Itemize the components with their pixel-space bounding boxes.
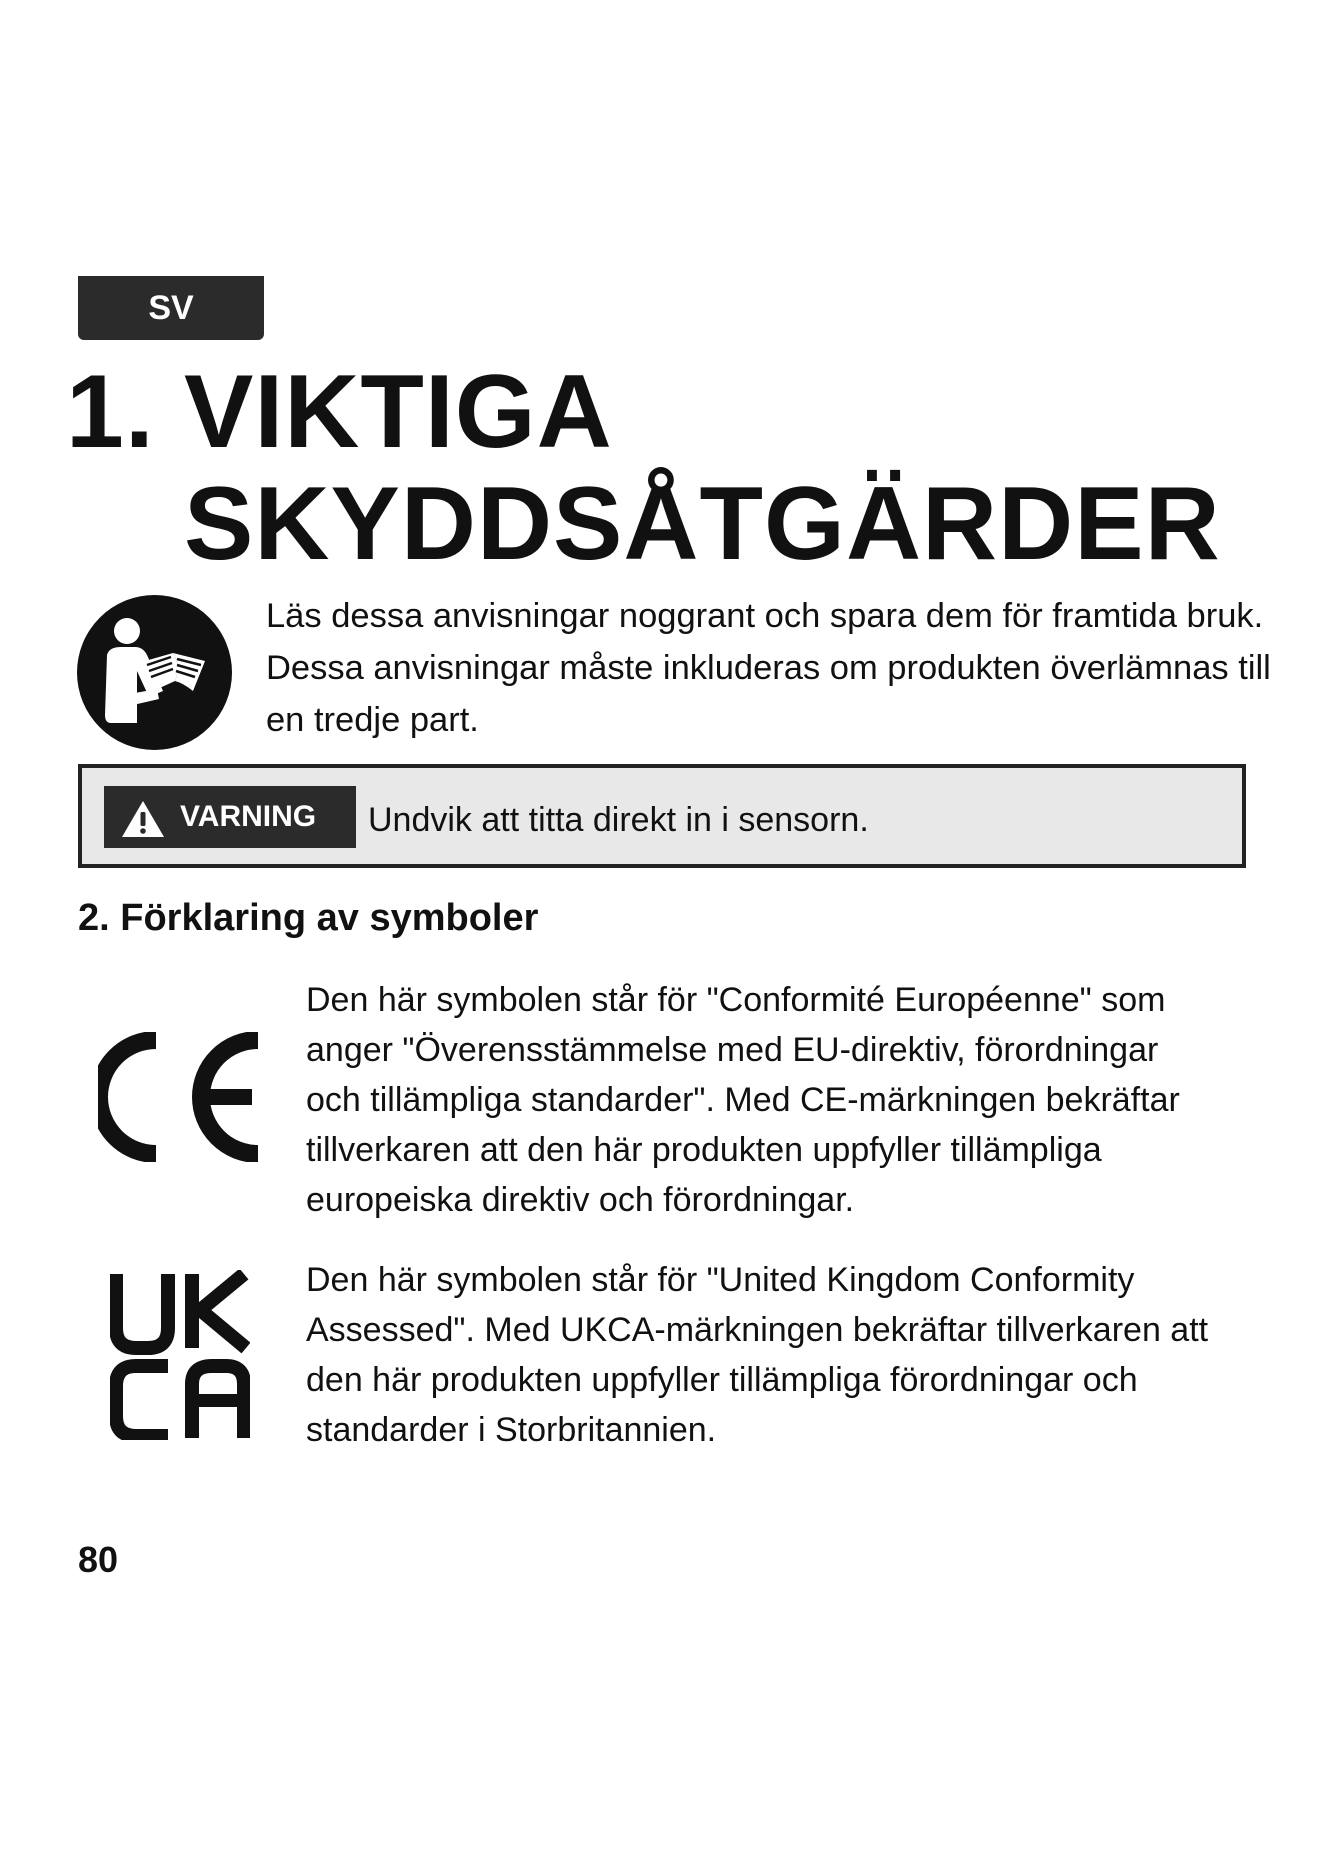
page-number: 80	[78, 1539, 119, 1580]
warning-text: Undvik att titta direkt in i sensorn.	[368, 801, 869, 839]
section-heading: 2. Förklaring av symboler	[78, 897, 539, 939]
intro-line: Dessa anvisningar måste inkluderas om produkten överlämnas till	[266, 649, 1271, 687]
intro-line: en tredje part.	[266, 701, 479, 739]
intro-line: Läs dessa anvisningar noggrant och spara dem för framtida bruk.	[266, 597, 1264, 635]
title-number: 1.	[66, 354, 155, 470]
ukca-line: Den här symbolen står för "United Kingdom Conformity	[306, 1261, 1135, 1299]
ce-mark-icon	[98, 1032, 268, 1162]
warning-label: VARNING	[180, 800, 317, 833]
ce-line: europeiska direktiv och förordningar.	[306, 1181, 855, 1219]
warning-triangle-icon	[120, 799, 166, 839]
ukca-line: Assessed". Med UKCA-märkningen bekräftar tillverkaren att	[306, 1311, 1209, 1349]
ce-line: Den här symbolen står för "Conformité Européenne" som	[306, 981, 1166, 1019]
ukca-mark-icon	[110, 1270, 250, 1440]
title-line-1: VIKTIGA	[184, 354, 613, 470]
page-title	[66, 356, 1221, 580]
warning-badge	[104, 786, 356, 848]
ukca-line: den här produkten uppfyller tillämpliga förordningar och	[306, 1361, 1138, 1399]
warning-box	[78, 764, 1246, 868]
read-manual-icon	[77, 595, 232, 750]
intro-paragraph	[266, 590, 1276, 746]
ukca-line: standarder i Storbritannien.	[306, 1411, 717, 1449]
ukca-description	[306, 1255, 1209, 1455]
ce-line: och tillämpliga standarder". Med CE-märkningen bekräftar	[306, 1081, 1180, 1119]
title-line-2: SKYDDSÅTGÄRDER	[184, 466, 1221, 582]
ce-line: anger "Överensstämmelse med EU-direktiv, förordningar	[306, 1031, 1159, 1069]
language-tab: SV	[78, 276, 264, 340]
ce-line: tillverkaren att den här produkten uppfyller tillämpliga	[306, 1131, 1102, 1169]
ce-description	[306, 975, 1206, 1225]
